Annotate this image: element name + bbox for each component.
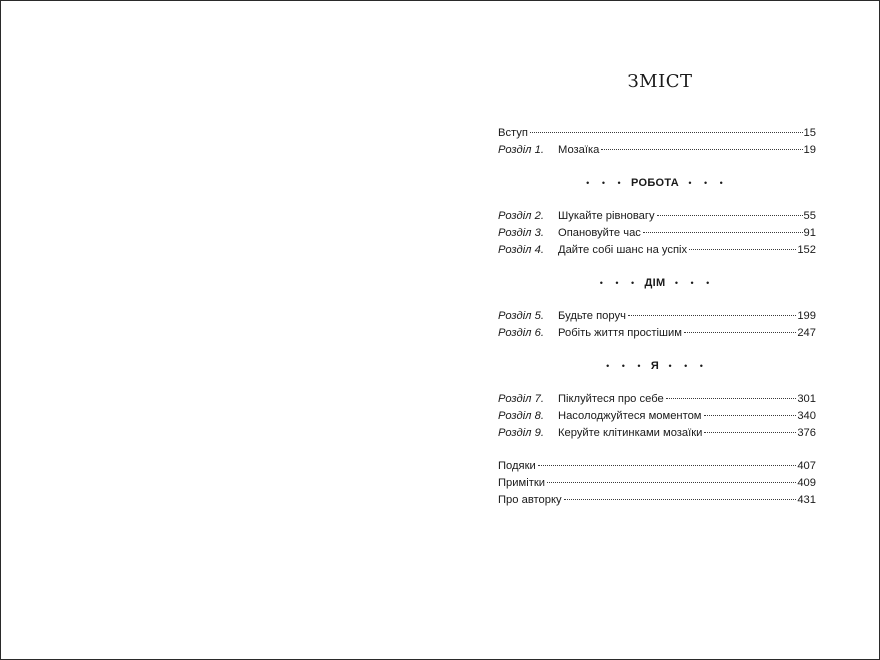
- ornament-dots: • • •: [606, 361, 646, 371]
- dot-leader: [704, 432, 796, 433]
- dot-leader: [547, 482, 796, 483]
- section-heading-me: [498, 358, 816, 375]
- chapter-title: Піклуйтеся про себе: [558, 393, 664, 405]
- ornament-dots: • • •: [586, 178, 626, 188]
- chapter-title: Опановуйте час: [558, 227, 641, 239]
- chapter-page: 301: [797, 393, 816, 405]
- chapter-title: Робіть життя простішим: [558, 327, 682, 339]
- ornament-dots: • • •: [674, 278, 715, 288]
- section-heading-work: [498, 175, 816, 192]
- toc-entry-chapter-7[interactable]: [498, 391, 816, 408]
- page-title: ЗМІСТ: [627, 71, 693, 92]
- ornament-dots: • • •: [599, 278, 640, 288]
- dot-leader: [628, 315, 796, 316]
- entry-page: 409: [797, 477, 816, 489]
- toc-entry-chapter-8[interactable]: [498, 408, 816, 425]
- chapter-page: 376: [797, 427, 816, 439]
- entry-page: 15: [803, 127, 816, 139]
- chapter-title: Шукайте рівновагу: [558, 210, 655, 222]
- chapter-page: 247: [797, 327, 816, 339]
- chapter-title: Мозаїка: [558, 144, 600, 156]
- dot-leader: [643, 232, 803, 233]
- chapter-title: Дайте собі шанс на успіх: [558, 244, 688, 256]
- left-page-blank: [1, 1, 441, 659]
- entry-title: Вступ: [498, 127, 528, 139]
- toc-entry-acknowledgements[interactable]: [498, 458, 816, 475]
- dot-leader: [666, 398, 797, 399]
- toc-entry-chapter-5[interactable]: [498, 308, 816, 325]
- chapter-page: 91: [803, 227, 816, 239]
- dot-leader: [538, 465, 797, 466]
- chapter-label: Розділ 5.: [498, 310, 544, 322]
- toc-entry-about-author[interactable]: [498, 492, 816, 509]
- dot-leader: [657, 215, 803, 216]
- chapter-label: Розділ 9.: [498, 427, 544, 439]
- chapter-title: Насолоджуйтеся моментом: [558, 410, 702, 422]
- ornament-dots: • • •: [688, 178, 728, 188]
- section-title: Я: [650, 360, 660, 372]
- toc-entry-intro[interactable]: [498, 125, 816, 142]
- chapter-page: 199: [797, 310, 816, 322]
- dot-leader: [684, 332, 796, 333]
- dot-leader: [530, 132, 803, 133]
- right-page: [441, 1, 879, 659]
- entry-page: 407: [797, 460, 816, 472]
- chapter-page: 55: [803, 210, 816, 222]
- toc-entry-chapter-6[interactable]: [498, 325, 816, 342]
- entry-title: Подяки: [498, 460, 536, 472]
- dot-leader: [689, 249, 796, 250]
- toc-entry-chapter-4[interactable]: [498, 242, 816, 259]
- chapter-label: Розділ 1.: [498, 144, 544, 156]
- section-title: РОБОТА: [631, 177, 679, 189]
- section-heading-home: [498, 275, 816, 292]
- chapter-label: Розділ 2.: [498, 210, 544, 222]
- chapter-title: Будьте поруч: [558, 310, 626, 322]
- dot-leader: [704, 415, 797, 416]
- chapter-label: Розділ 3.: [498, 227, 544, 239]
- toc-entry-chapter-1[interactable]: [498, 142, 816, 159]
- entry-title: Примітки: [498, 477, 545, 489]
- section-title: ДІМ: [644, 277, 666, 289]
- chapter-label: Розділ 7.: [498, 393, 544, 405]
- chapter-page: 19: [803, 144, 816, 156]
- chapter-page: 340: [797, 410, 816, 422]
- chapter-label: Розділ 6.: [498, 327, 544, 339]
- chapter-title: Керуйте клітинками мозаїки: [558, 427, 703, 439]
- dot-leader: [601, 149, 802, 150]
- chapter-page: 152: [797, 244, 816, 256]
- ornament-dots: • • •: [668, 361, 708, 371]
- dot-leader: [564, 499, 797, 500]
- chapter-label: Розділ 8.: [498, 410, 544, 422]
- entry-title: Про авторку: [498, 494, 562, 506]
- toc-entry-chapter-9[interactable]: [498, 425, 816, 442]
- chapter-label: Розділ 4.: [498, 244, 544, 256]
- toc-entry-chapter-2[interactable]: [498, 208, 816, 225]
- toc-entry-notes[interactable]: [498, 475, 816, 492]
- entry-page: 431: [797, 494, 816, 506]
- toc-entry-chapter-3[interactable]: [498, 225, 816, 242]
